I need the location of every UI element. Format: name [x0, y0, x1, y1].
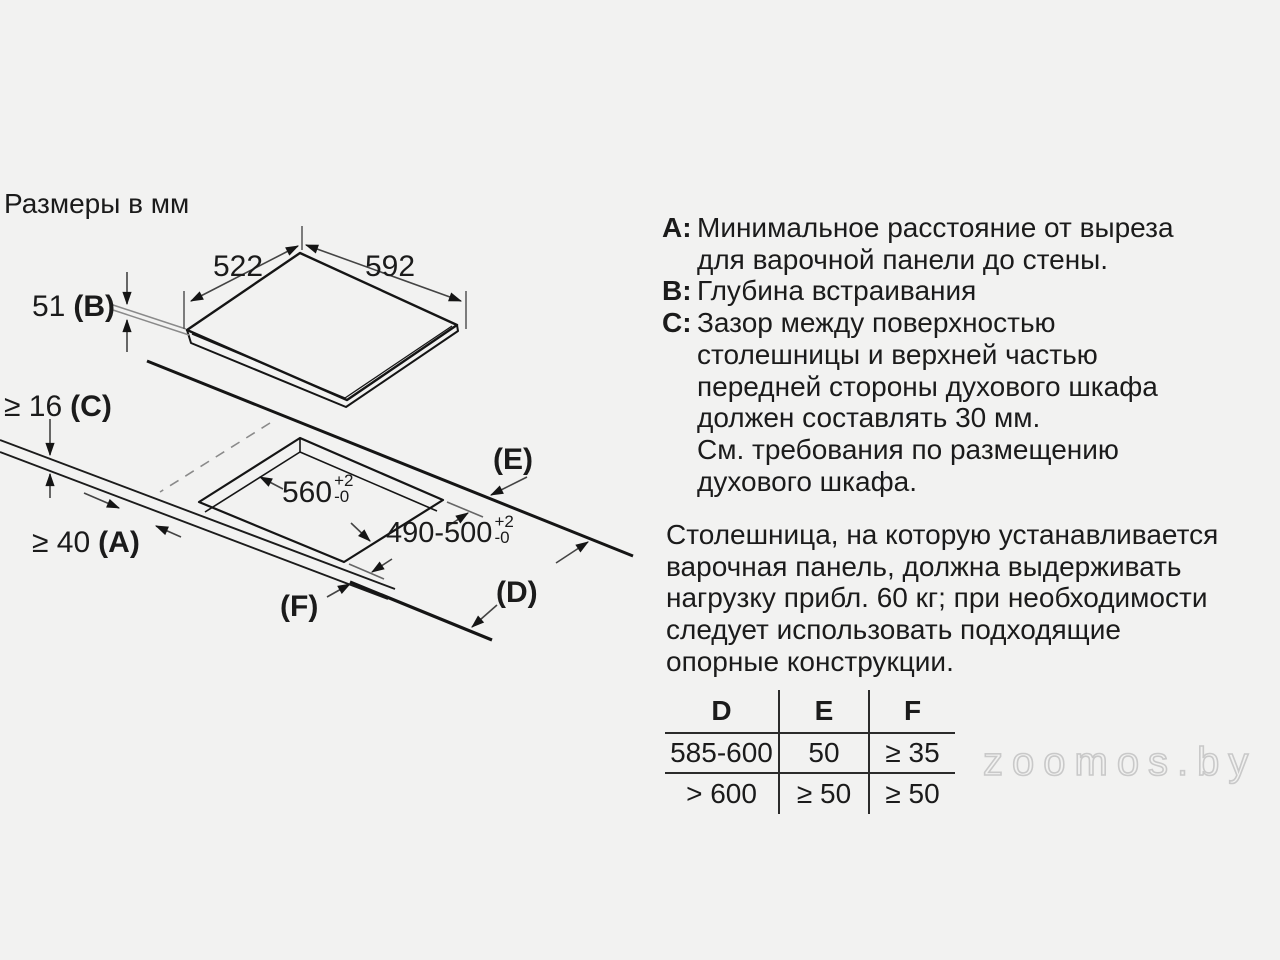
definition-A-line: для варочной панели до стены. — [697, 243, 1109, 275]
definition-A — [662, 212, 1174, 275]
table-header-E: E — [778, 690, 868, 734]
dim-40A-value: ≥ 40 — [32, 526, 91, 559]
cutout-width-label — [282, 471, 354, 510]
definition-C-line: столешницы и верхней частью — [697, 338, 1098, 370]
paragraph-line: следует использовать подходящие — [666, 614, 1121, 646]
definition-B-line: Глубина встраивания — [697, 275, 977, 307]
page-title: Размеры в мм — [4, 188, 190, 219]
label-F: (F) — [280, 590, 319, 623]
dim-592-label: 592 — [364, 250, 416, 283]
definition-C-line: должен составлять 30 мм. — [697, 402, 1041, 434]
cutout-width-tol-plus: +2 — [334, 471, 354, 490]
definition-C-line: духового шкафа. — [697, 465, 917, 497]
worktop-note-paragraph — [666, 519, 1218, 678]
paragraph-line: Столешница, на которую устанавливается — [666, 519, 1219, 550]
definition-C — [662, 307, 1174, 497]
cutout-depth-label — [386, 512, 514, 550]
paragraph-line: опорные конструкции. — [666, 645, 954, 677]
dim-51B-value: 51 — [31, 290, 66, 323]
definition-B — [662, 275, 1174, 307]
table-cell: 585-600 — [665, 734, 778, 774]
dim-16C-label — [4, 390, 112, 424]
cutout-width-tol-minus: -0 — [334, 487, 350, 506]
table-cell: > 600 — [686, 778, 757, 809]
dim-16C-letter: (C) — [70, 390, 112, 423]
legend-definitions — [662, 212, 1174, 497]
dim-51B-label — [18, 290, 115, 324]
table-cell: ≥ 50 — [778, 774, 868, 814]
definition-A-key: A: — [662, 212, 692, 243]
dim-40A-letter: (A) — [98, 526, 140, 559]
table-header-F: F — [868, 690, 955, 734]
cutout-depth-tol-plus: +2 — [494, 512, 514, 531]
label-D: (D) — [496, 576, 538, 609]
cutout-width-value: 560 — [282, 476, 333, 509]
dimension-lines — [50, 245, 588, 627]
panel-edge-extension — [110, 304, 189, 335]
definition-C-key: C: — [662, 307, 692, 339]
dim-522-label: 522 — [212, 250, 264, 283]
dim-40A-label — [32, 526, 140, 560]
table-header-D: D — [665, 690, 778, 734]
paragraph-line: варочная панель, должна выдерживать — [666, 550, 1182, 582]
table-cell: 50 — [778, 734, 868, 774]
cutout-depth-tol-minus: -0 — [494, 528, 510, 547]
paragraph-line: нагрузку прибл. 60 кг; при необходимости — [666, 582, 1208, 614]
definition-C-line: См. требования по размещению — [697, 433, 1119, 465]
cutout-depth-value: 490-500 — [386, 517, 493, 549]
definition-C-line: передней стороны духового шкафа — [697, 370, 1158, 402]
label-E: (E) — [493, 443, 533, 476]
watermark: zoomos.by — [983, 740, 1258, 784]
definition-B-key: B: — [662, 275, 692, 307]
definition-C-line: Зазор между поверхностью — [697, 307, 1056, 339]
definition-A-line: Минимальное расстояние от выреза — [697, 212, 1174, 243]
table-cell: ≥ 35 — [868, 734, 955, 774]
dimension-table — [665, 690, 955, 814]
table-cell: ≥ 50 — [868, 774, 955, 814]
dim-16C-value: ≥ 16 — [4, 390, 63, 423]
dim-51B-letter: (B) — [73, 290, 115, 323]
